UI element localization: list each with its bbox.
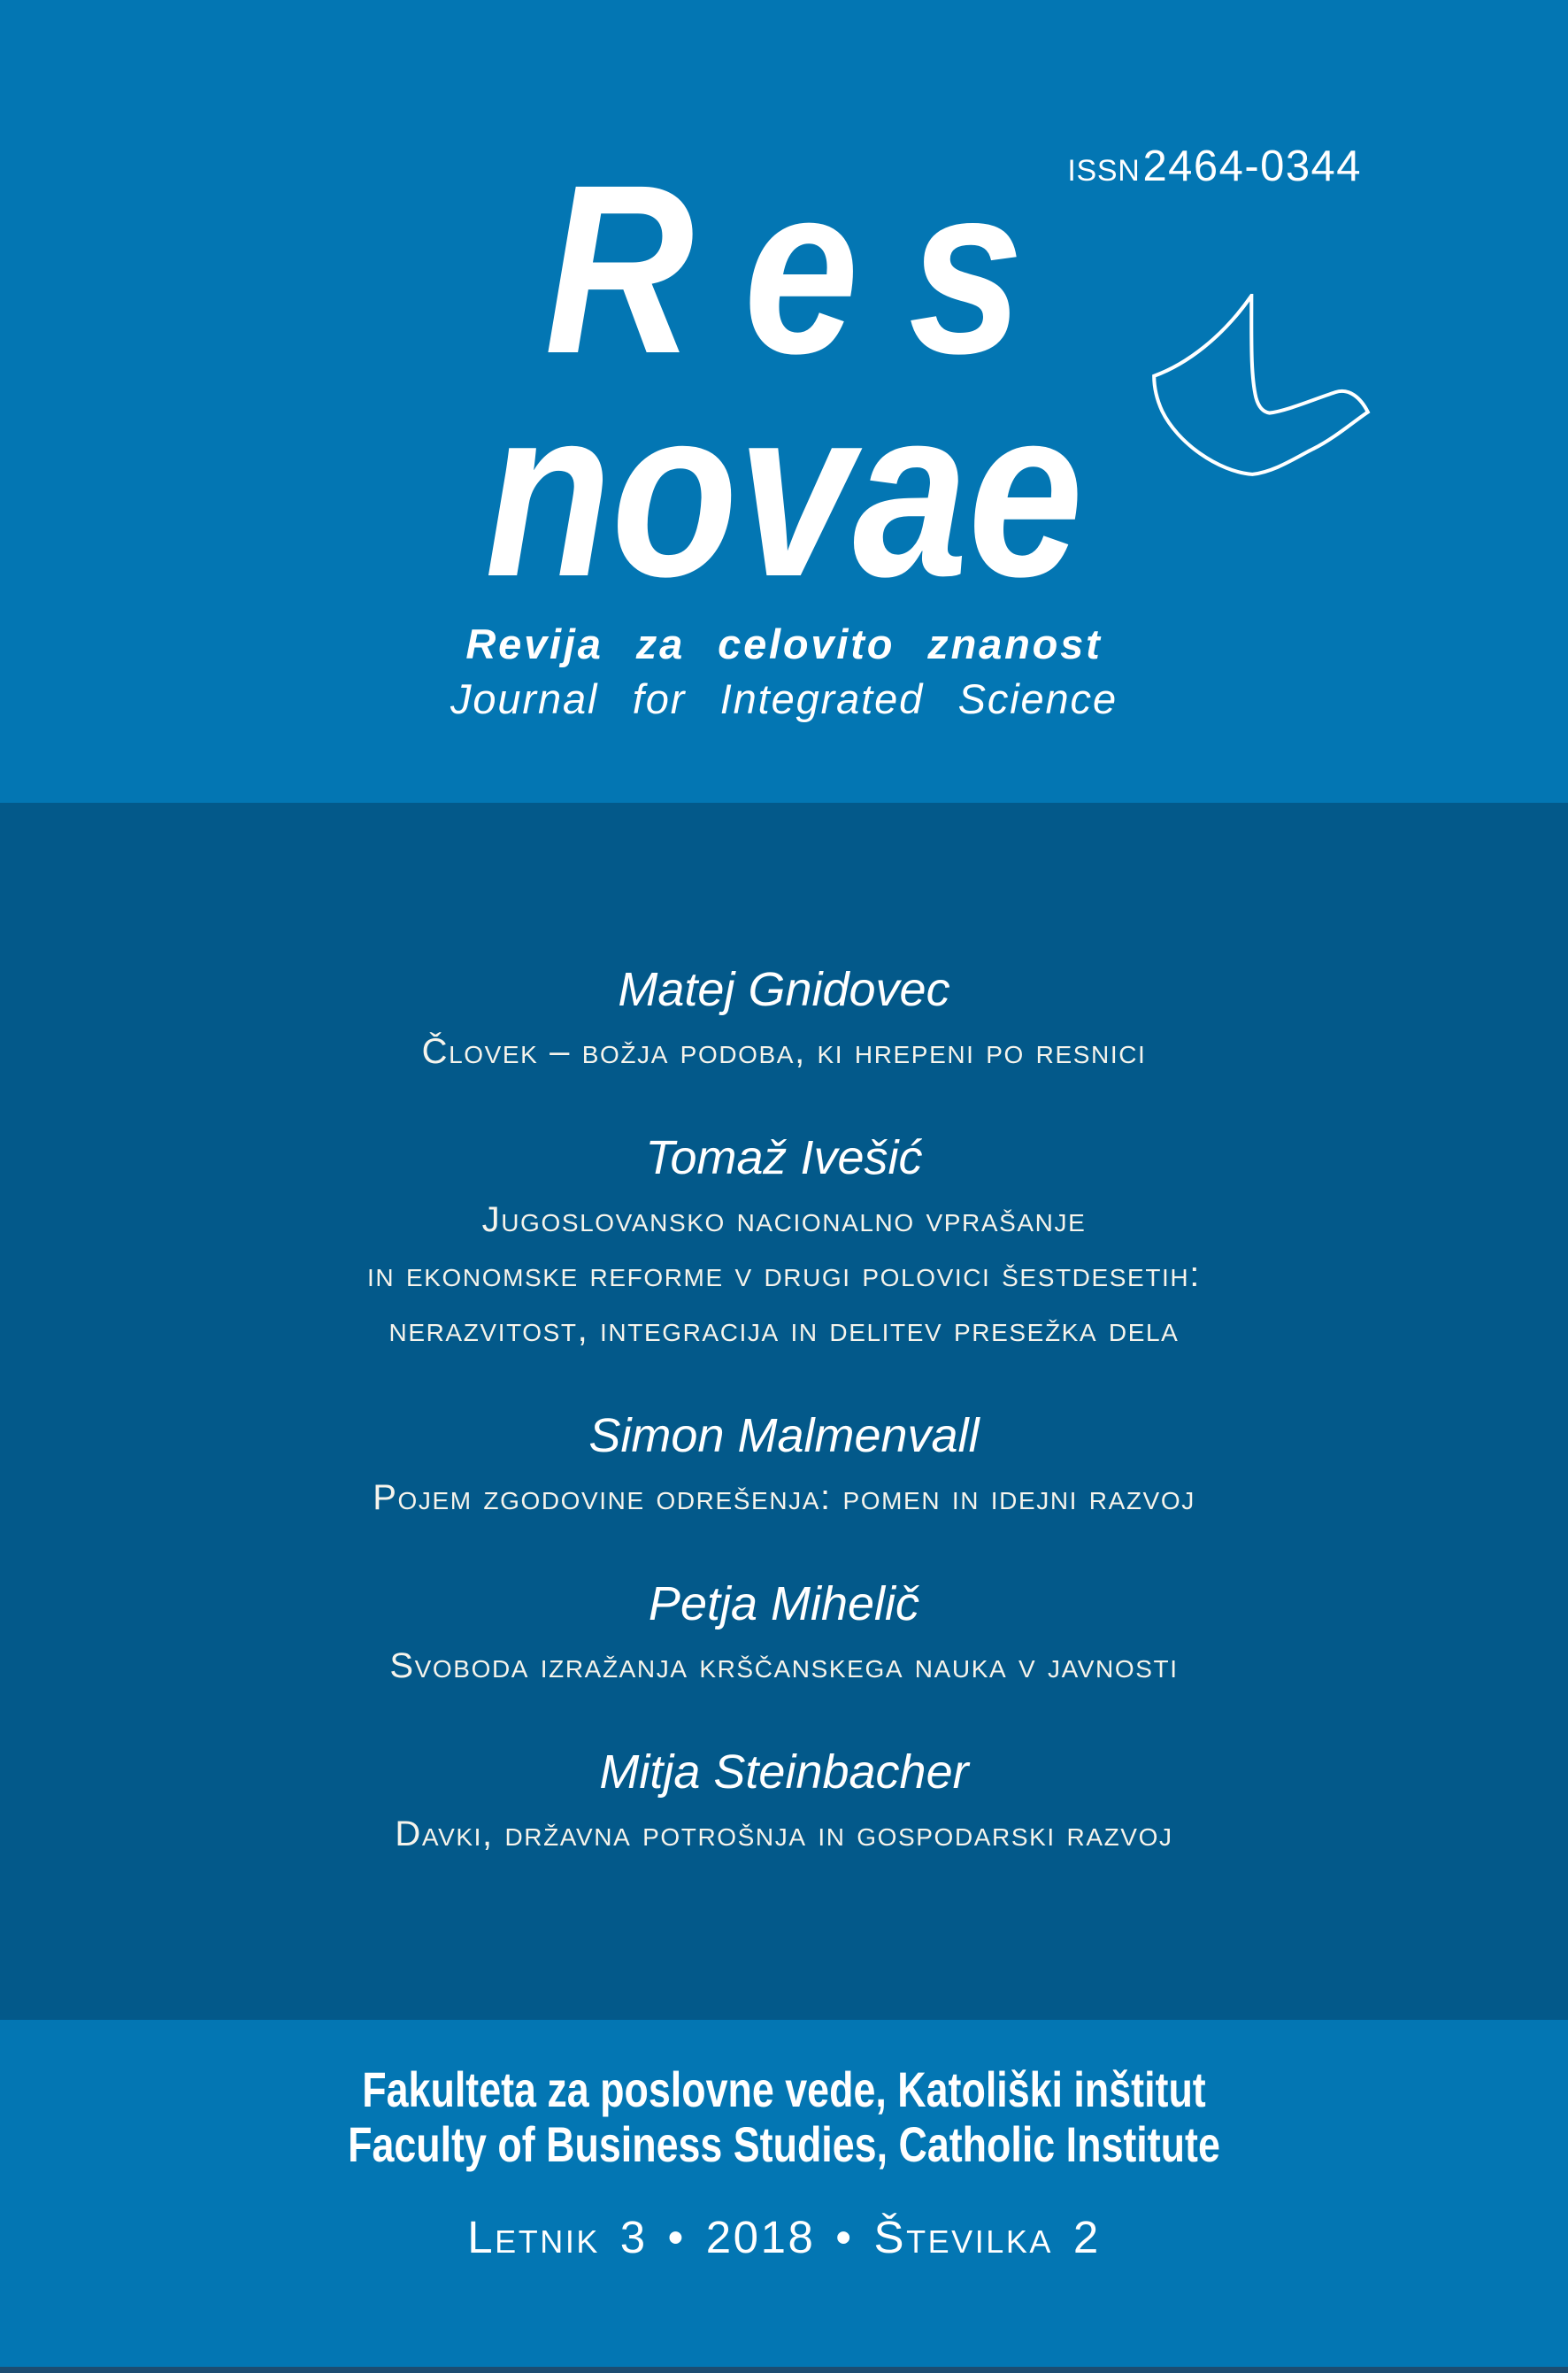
article-title-line: in ekonomske reforme v drugi polovici šestdesetih:	[367, 1254, 1201, 1294]
publisher-name-slovene: Fakulteta za poslovne vede, Katoliški inštitut	[362, 2061, 1206, 2117]
bottom-edge-strip	[0, 2367, 1568, 2373]
masthead-band	[0, 0, 1568, 803]
article-title-line: Jugoslovansko nacionalno vprašanje	[481, 1199, 1087, 1239]
article-title-line: nerazvitost, integracija in delitev presežka dela	[388, 1309, 1180, 1349]
subtitle-slovene: Revija za celovito znanost	[465, 620, 1103, 667]
toc-entry	[395, 1745, 1172, 1861]
toc-band	[0, 803, 1568, 2020]
article-title-line: Pojem zgodovine odrešenja: pomen in idejni razvoj	[373, 1477, 1195, 1517]
article-title-line: Svoboda izražanja krščanskega nauka v javnosti	[389, 1645, 1179, 1685]
issn-number: 2464-0344	[1142, 143, 1362, 190]
author-name: Simon Malmenvall	[588, 1408, 980, 1462]
author-name: Tomaž Ivešić	[645, 1130, 923, 1184]
issn-label: ISSN	[1067, 154, 1141, 188]
publisher-band	[0, 2020, 1568, 2373]
author-name: Mitja Steinbacher	[599, 1745, 969, 1799]
toc-entry	[367, 1130, 1201, 1357]
issue-info: Letnik 3 • 2018 • Številka 2	[467, 2212, 1101, 2262]
subtitle-english: Journal for Integrated Science	[450, 675, 1118, 722]
toc-entry	[373, 1408, 1195, 1525]
article-title-line: Človek – božja podoba, ki hrepeni po resnici	[421, 1031, 1147, 1071]
toc-entry	[422, 962, 1147, 1079]
title-word-res: Res	[544, 135, 1073, 404]
article-title-line: Davki, državna potrošnja in gospodarski razvoj	[395, 1814, 1173, 1853]
publisher-name-english: Faculty of Business Studies, Catholic Institute	[348, 2116, 1220, 2172]
author-name: Matej Gnidovec	[618, 962, 950, 1016]
dove-icon	[1150, 294, 1372, 479]
title-word-novae: novae	[484, 358, 1084, 627]
toc-entry	[389, 1576, 1178, 1693]
author-name: Petja Mihelič	[648, 1576, 920, 1630]
